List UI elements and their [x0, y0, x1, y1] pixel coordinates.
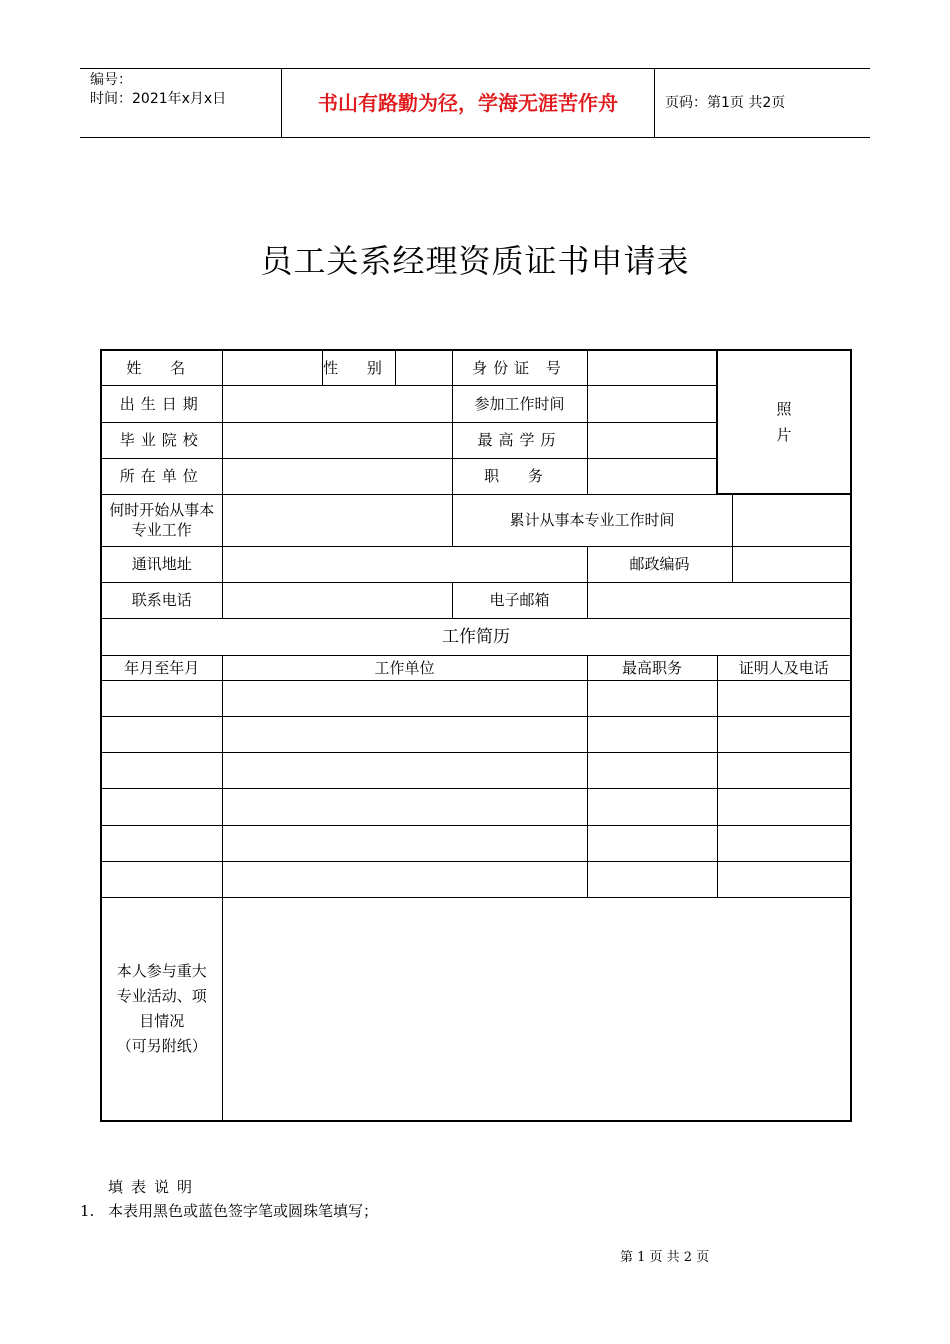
reference-cell[interactable] — [717, 680, 851, 716]
photo-label: 片 — [776, 426, 792, 444]
form-title: 员工关系经理资质证书申请表 — [260, 242, 690, 280]
photo-label: 照 — [776, 400, 792, 418]
company-cell[interactable] — [222, 825, 587, 861]
school-label: 毕业院校 — [101, 422, 222, 458]
activities-label: 本人参与重大 专业活动、项 目情况 （可另附纸） — [101, 897, 222, 1121]
name-label: 姓 名 — [101, 350, 222, 385]
title-cell[interactable] — [587, 680, 717, 716]
note-number: 1. — [80, 1202, 95, 1220]
employer-label: 所在单位 — [101, 458, 222, 494]
resume-row — [101, 825, 851, 861]
resume-row — [101, 788, 851, 825]
reference-cell[interactable] — [717, 861, 851, 897]
activities-field[interactable] — [222, 897, 851, 1121]
education-field[interactable] — [587, 422, 717, 458]
column-header-period: 年月至年月 — [101, 655, 222, 680]
serial-label: 编号： — [90, 72, 132, 88]
phone-field[interactable] — [222, 582, 452, 618]
period-cell[interactable] — [101, 716, 222, 752]
resume-row — [101, 752, 851, 788]
gender-field[interactable] — [395, 350, 452, 385]
phone-label: 联系电话 — [101, 582, 222, 618]
name-field[interactable] — [222, 350, 322, 385]
resume-section-title: 工作简历 — [101, 618, 851, 655]
postal-code-label: 邮政编码 — [587, 546, 732, 582]
id-number-field[interactable] — [587, 350, 717, 385]
application-form — [100, 349, 852, 1122]
note-item — [80, 1200, 378, 1221]
period-cell[interactable] — [101, 825, 222, 861]
title-cell[interactable] — [587, 861, 717, 897]
reference-cell[interactable] — [717, 716, 851, 752]
work-start-label: 参加工作时间 — [452, 385, 587, 422]
reference-cell[interactable] — [717, 788, 851, 825]
company-cell[interactable] — [222, 680, 587, 716]
notes-title: 填表说明 — [108, 1178, 201, 1196]
document-header — [80, 68, 870, 138]
id-number-label: 身份证 号 — [452, 350, 587, 385]
employer-field[interactable] — [222, 458, 452, 494]
photo-box[interactable] — [717, 350, 851, 494]
company-cell[interactable] — [222, 861, 587, 897]
total-years-label: 累计从事本专业工作时间 — [452, 494, 732, 546]
title-cell[interactable] — [587, 825, 717, 861]
title-cell[interactable] — [587, 788, 717, 825]
column-header-company: 工作单位 — [222, 655, 587, 680]
resume-row — [101, 861, 851, 897]
title-cell[interactable] — [587, 752, 717, 788]
period-cell[interactable] — [101, 861, 222, 897]
company-cell[interactable] — [222, 788, 587, 825]
company-cell[interactable] — [222, 752, 587, 788]
education-label: 最高学历 — [452, 422, 587, 458]
address-label: 通讯地址 — [101, 546, 222, 582]
postal-code-field[interactable] — [732, 546, 851, 582]
header-divider — [654, 69, 655, 137]
total-years-field[interactable] — [732, 494, 851, 546]
position-label: 职 务 — [452, 458, 587, 494]
column-header-title: 最高职务 — [587, 655, 717, 680]
company-cell[interactable] — [222, 716, 587, 752]
resume-row — [101, 716, 851, 752]
header-motto: 书山有路勤为径，学海无涯苦作舟 — [318, 91, 618, 115]
school-field[interactable] — [222, 422, 452, 458]
column-header-reference: 证明人及电话 — [717, 655, 851, 680]
resume-row — [101, 680, 851, 716]
email-label: 电子邮箱 — [452, 582, 587, 618]
header-meta — [90, 71, 285, 109]
period-cell[interactable] — [101, 680, 222, 716]
address-field[interactable] — [222, 546, 587, 582]
period-cell[interactable] — [101, 752, 222, 788]
period-cell[interactable] — [101, 788, 222, 825]
gender-label: 性 别 — [322, 350, 395, 385]
title-cell[interactable] — [587, 716, 717, 752]
position-field[interactable] — [587, 458, 717, 494]
birth-date-label: 出生日期 — [101, 385, 222, 422]
work-start-field[interactable] — [587, 385, 717, 422]
note-text: 本表用黑色或蓝色签字笔或圆珠笔填写； — [108, 1202, 379, 1220]
start-profession-field[interactable] — [222, 494, 452, 546]
email-field[interactable] — [587, 582, 851, 618]
start-profession-label: 何时开始从事本专业工作 — [101, 494, 222, 546]
birth-date-field[interactable] — [222, 385, 452, 422]
reference-cell[interactable] — [717, 825, 851, 861]
page-footer: 第 1 页 共 2 页 — [620, 1250, 710, 1265]
reference-cell[interactable] — [717, 752, 851, 788]
date-label: 时间：2021年x月x日 — [90, 91, 227, 107]
header-page-info: 页码：第1页 共2页 — [665, 95, 786, 111]
